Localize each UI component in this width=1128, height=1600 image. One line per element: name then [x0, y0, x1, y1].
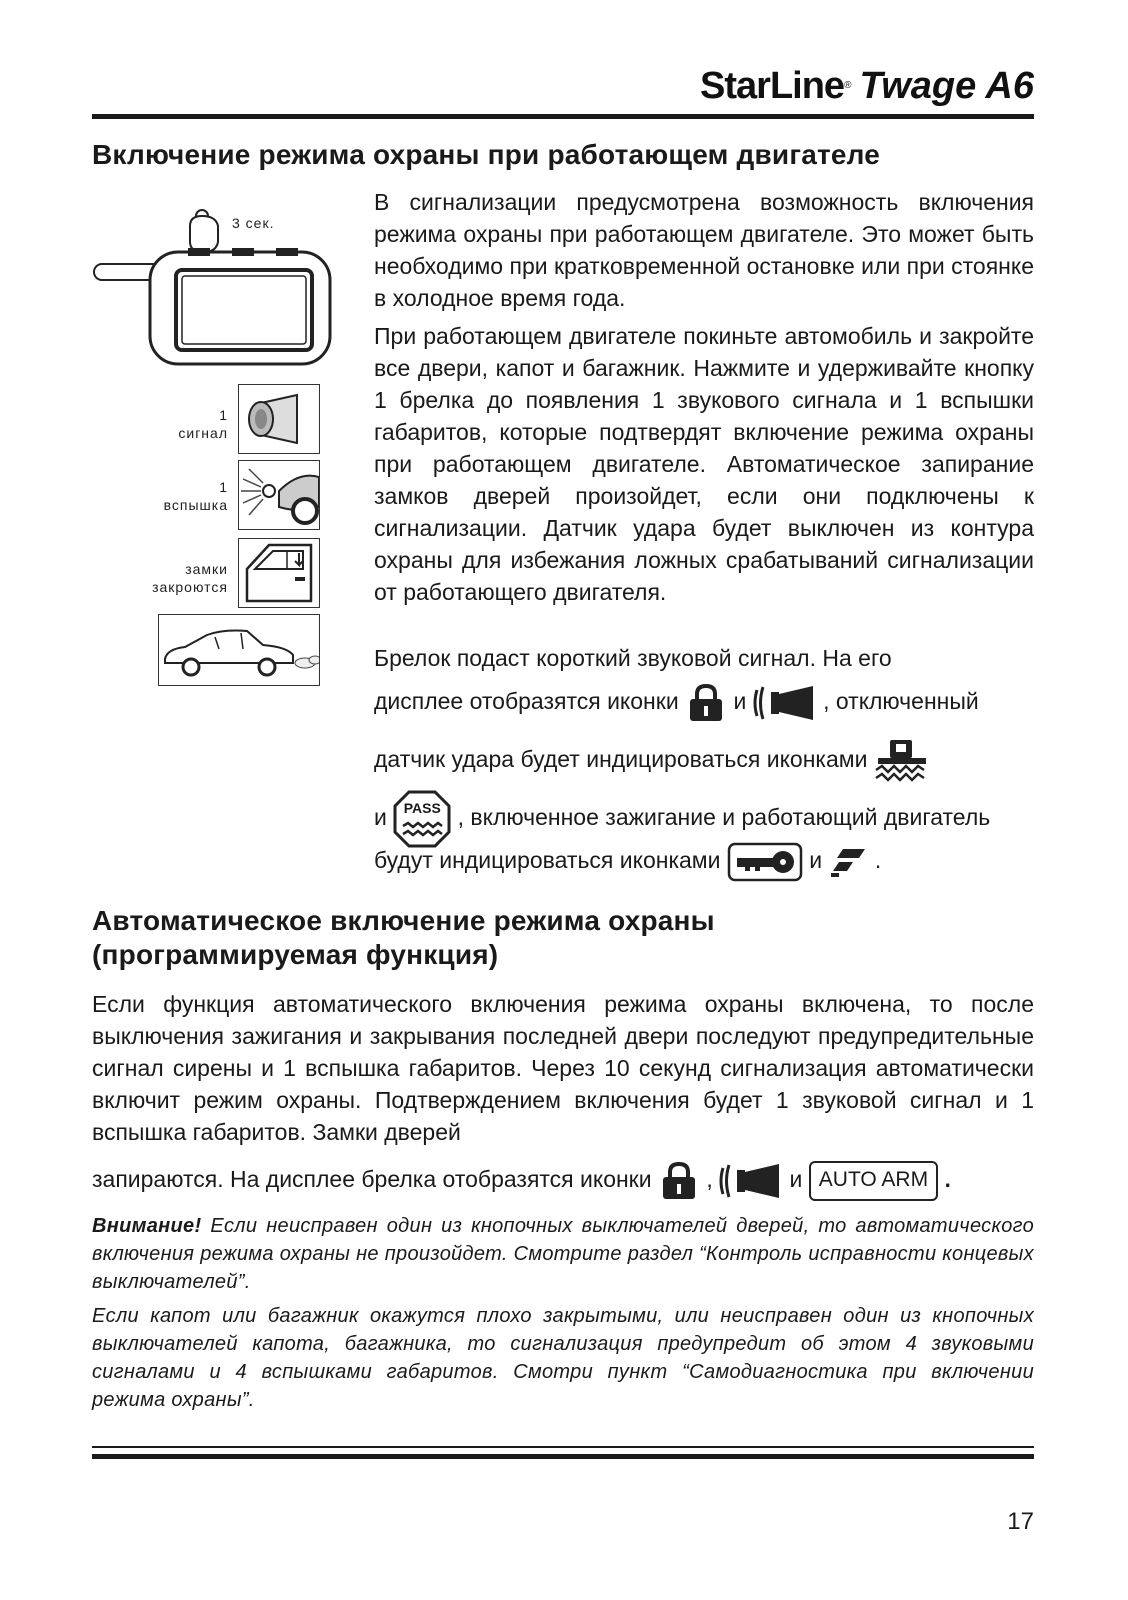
signal-count: 1: [219, 407, 228, 423]
icon-row-3: [374, 790, 990, 848]
press-duration-label: 3 сек.: [232, 215, 275, 231]
flash-box: [238, 460, 320, 530]
icon-row-2: [374, 738, 930, 784]
siren-icon: [239, 385, 319, 453]
car-exhaust-icon: [159, 615, 319, 685]
section1-paragraph-2: При работающем двигателе покиньте автомобиль и закройте все двери, капот и багажник. Нажмите и удерживайте кнопку 1 брелка до появления 1 звукового сигнала и 1 вспышки габаритов, которые подтвердят включение режима охраны при работающем двигателе. Автоматическое запирание замков дверей произойдет, если они подключены к сигнализации. Датчик удара будет выключен из контура охраны для избежания ложных срабатываний сигнализации от работающего двигателя.: [374, 323, 1034, 605]
footer-rule-thin: [92, 1446, 1034, 1448]
locks-box: [238, 538, 320, 608]
pass-icon: [393, 790, 451, 848]
lock-closed-icon: [658, 1160, 700, 1202]
shock-sensor-icon: [874, 738, 930, 784]
footer-rule-thick: [92, 1454, 1034, 1459]
auto-arm-icon: [809, 1161, 938, 1201]
icon-row-5: [92, 1160, 951, 1202]
registered-mark: ®: [844, 80, 852, 91]
warning-label: Внимание!: [92, 1215, 202, 1237]
row2-text-a: датчик удара будет индицироваться иконками: [374, 746, 868, 773]
section1-paragraph-1: В сигнализации предусмотрена возможность включения режима охраны при работающем двигателе. Это может быть необходимо при кратковременной остановке или при стоянке в холодное время года.: [374, 189, 1034, 311]
flash-text: вспышка: [163, 497, 228, 513]
row5-text-c: и: [789, 1166, 803, 1193]
section2-paragraph-1: Если функция автоматического включения режима охраны включена, то после выключения зажигания и закрывания последней двери последуют предупредительные сигнал сирены и 1 вспышка габаритов. Через 10 секунд сигнализация автоматически включит режим охраны. Подтверждением включения будет 1 звуковой сигнал и 1 вспышка габаритов. Замки дверей: [92, 991, 1034, 1145]
headlight-flash-icon: [239, 461, 319, 529]
row5-text-b: ,: [706, 1166, 713, 1193]
brand-logo: StarLine: [700, 65, 845, 107]
signal-label: [132, 406, 228, 442]
row1-text-a: дисплее отобразятся иконки: [374, 688, 679, 715]
locks-text-2: закроются: [152, 579, 228, 595]
lock-closed-icon: [685, 682, 727, 724]
flash-label: [132, 478, 228, 514]
flash-count: 1: [219, 479, 228, 495]
row4-text-a: будут индицироваться иконками: [374, 847, 721, 874]
warning-paragraph-2: Если капот или багажник окажутся плохо закрытыми, или неисправен один из кнопочных выключателей капота, багажника, то сигнализация предупредит об этом 4 звуковыми сигналами и 4 вспышками габаритов. Смотри пункт “Самодиагностика при включении режима охраны”.: [92, 1305, 1034, 1411]
pass-icon-text: PASS: [403, 800, 441, 816]
section2-title-line1: Автоматическое включение режима охраны: [92, 905, 715, 936]
icon-row-4: [374, 842, 881, 882]
locks-text-1: замки: [185, 561, 228, 577]
row1-text-c: , отключенный: [823, 688, 979, 715]
signal-box: [238, 384, 320, 454]
locks-label: [122, 560, 228, 596]
warning-paragraph-1: [92, 1212, 1034, 1296]
row5-text-a: запираются. На дисплее брелка отобразятся иконки: [92, 1166, 652, 1193]
car-door-icon: [239, 539, 319, 607]
car-box: [158, 614, 320, 686]
siren-sound-icon: [753, 682, 817, 724]
row5-text-d: .: [944, 1166, 951, 1193]
row4-text-b: и: [809, 847, 823, 874]
auto-arm-text: AUTO ARM: [818, 1168, 929, 1191]
row3-text-a: и: [374, 804, 387, 831]
keyfob-icon: [92, 196, 332, 376]
page-number: 17: [1007, 1508, 1034, 1535]
row3-text-b: , включенное зажигание и работающий двигатель: [457, 804, 991, 831]
section2-title-line2: (программируемая функция): [92, 939, 499, 970]
model-name: Twage A6: [859, 65, 1034, 107]
header-rule: [92, 114, 1034, 119]
brand-title: [700, 64, 1034, 108]
section1-paragraph-3: Брелок подаст короткий звуковой сигнал. На его: [374, 645, 892, 671]
signal-text: сигнал: [178, 425, 228, 441]
icon-row-1: [374, 682, 979, 724]
siren-sound-icon: [719, 1160, 783, 1202]
warning-text-1: Если неисправен один из кнопочных выключателей дверей, то автоматического включения режима охраны не произойдет. Смотрите раздел “Контроль исправности концевых выключателей”.: [92, 1215, 1034, 1293]
page-header: [92, 60, 1034, 120]
illustration-panel: [92, 196, 332, 696]
ignition-key-icon: [727, 842, 803, 882]
engine-running-icon: [829, 845, 869, 879]
row1-text-b: и: [733, 688, 747, 715]
row4-text-c: .: [874, 847, 882, 874]
section1-title: Включение режима охраны при работающем двигателе: [92, 139, 881, 170]
